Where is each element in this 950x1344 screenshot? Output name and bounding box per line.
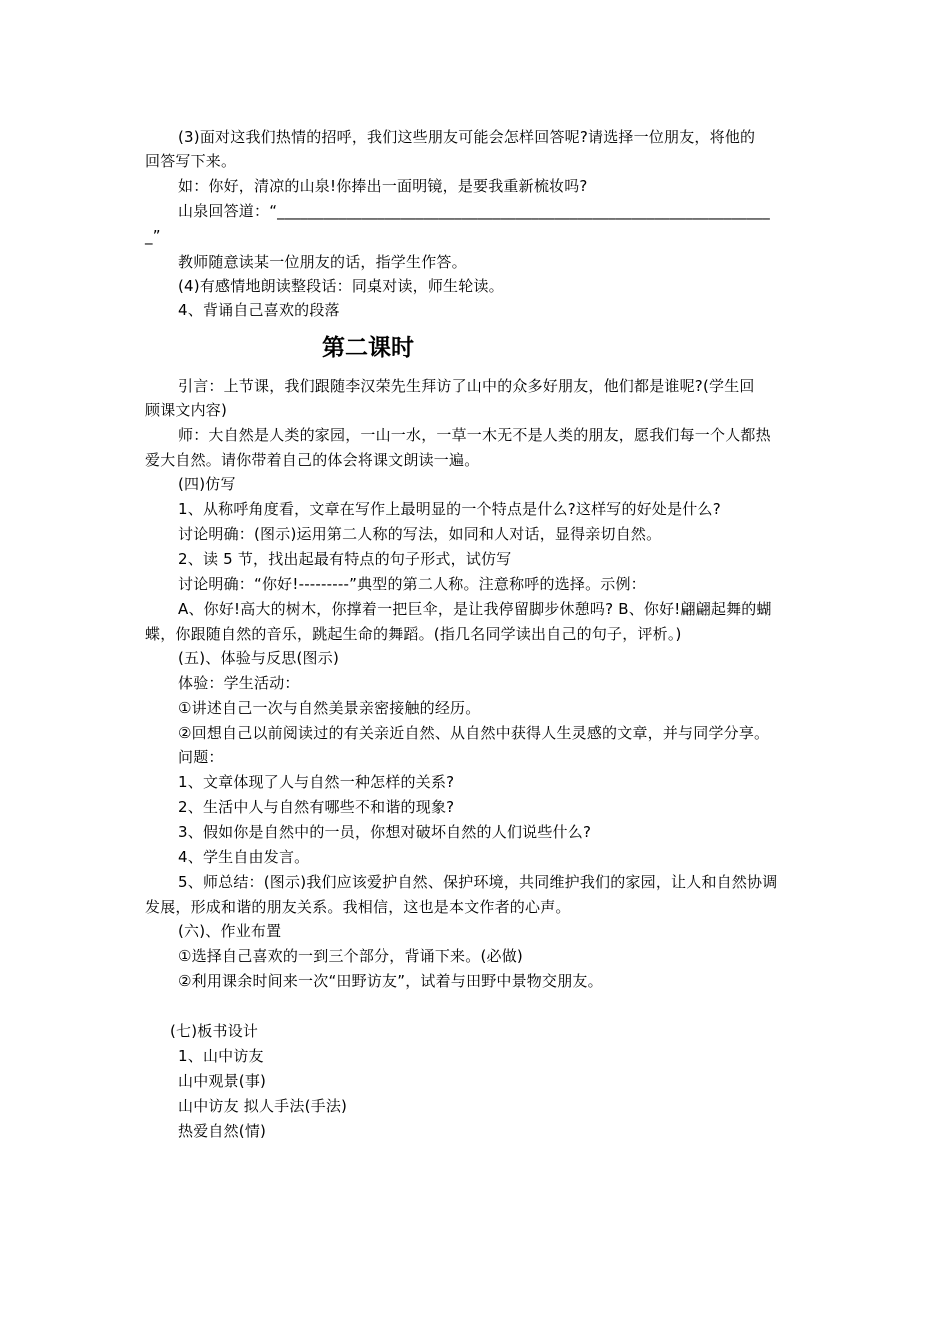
text-line: (3)面对这我们热情的招呼，我们这些朋友可能会怎样回答呢?请选择一位朋友，将他的 — [178, 128, 756, 146]
text-line: 山中观景(事) — [178, 1072, 267, 1090]
text-line: 教师随意读某一位朋友的话，指学生作答。 — [178, 253, 467, 271]
text-line: 引言：上节课，我们跟随李汉荣先生拜访了山中的众多好朋友，他们都是谁呢?(学生回 — [178, 377, 755, 395]
text-line: ②回想自己以前阅读过的有关亲近自然、从自然中获得人生灵感的文章，并与同学分享。 — [178, 724, 770, 742]
text-line: 1、从称呼角度看，文章在写作上最明显的一个特点是什么?这样写的好处是什么? — [178, 500, 721, 518]
text-line: 3、假如你是自然中的一员，你想对破坏自然的人们说些什么? — [178, 823, 592, 841]
text-line: 师：大自然是人类的家园，一山一水，一草一木无不是人类的朋友，愿我们每一个人都热 — [178, 426, 771, 444]
text-line: 蝶，你跟随自然的音乐，跳起生命的舞蹈。(指几名同学读出自己的句子，评析。) — [145, 625, 682, 643]
text-line: 山中访友 拟人手法(手法) — [178, 1097, 348, 1115]
text-line: 如：你好，清凉的山泉!你捧出一面明镜，是要我重新梳妆吗? — [178, 177, 588, 195]
text-line: 顾课文内容) — [145, 401, 228, 419]
text-line: ①讲述自己一次与自然美景亲密接触的经历。 — [178, 699, 481, 717]
section-heading: 第二课时 — [322, 335, 414, 361]
text-line: 1、山中访友 — [178, 1047, 264, 1065]
text-line: 问题： — [178, 748, 224, 766]
text-line: 2、生活中人与自然有哪些不和谐的现象? — [178, 798, 455, 816]
text-line: 回答写下来。 — [145, 152, 237, 170]
text-line: 热爱自然(情) — [178, 1122, 267, 1140]
text-line: A、你好!高大的树木，你撑着一把巨伞，是让我停留脚步休憩吗? B、你好!翩翩起舞的蝴 — [178, 600, 772, 618]
text-line: 山泉回答道：“________________________________________________________________ — [178, 202, 770, 220]
text-line: (五)、体验与反思(图示) — [178, 649, 340, 667]
text-line: 2、读 5 节，找出起最有特点的句子形式，试仿写 — [178, 550, 512, 568]
text-line: (七)板书设计 — [170, 1022, 259, 1040]
text-line: 讨论明确：(图示)运用第二人称的写法，如同和人对话，显得亲切自然。 — [178, 525, 662, 543]
text-line: 发展，形成和谐的朋友关系。我相信，这也是本文作者的心声。 — [145, 898, 571, 916]
text-line: 4、学生自由发言。 — [178, 848, 310, 866]
text-line: 1、文章体现了人与自然一种怎样的关系? — [178, 773, 455, 791]
text-line: (四)仿写 — [178, 475, 236, 493]
text-line: 5、师总结：(图示)我们应该爱护自然、保护环境，共同维护我们的家园，让人和自然协调 — [178, 873, 778, 891]
text-line: (4)有感情地朗读整段话：同桌对读，师生轮读。 — [178, 277, 504, 295]
text-line: _” — [145, 227, 161, 245]
text-line: 讨论明确：“你好!---------”典型的第二人称。注意称呼的选择。示例： — [178, 575, 646, 593]
text-line: 体验：学生活动： — [178, 674, 300, 692]
text-line: 爱大自然。请你带着自己的体会将课文朗读一遍。 — [145, 451, 480, 469]
text-line: ②利用课余时间来一次“田野访友”，试着与田野中景物交朋友。 — [178, 972, 603, 990]
text-line: ①选择自己喜欢的一到三个部分，背诵下来。(必做) — [178, 947, 523, 965]
text-line: (六)、作业布置 — [178, 922, 282, 940]
text-line: 4、背诵自己喜欢的段落 — [178, 301, 340, 319]
